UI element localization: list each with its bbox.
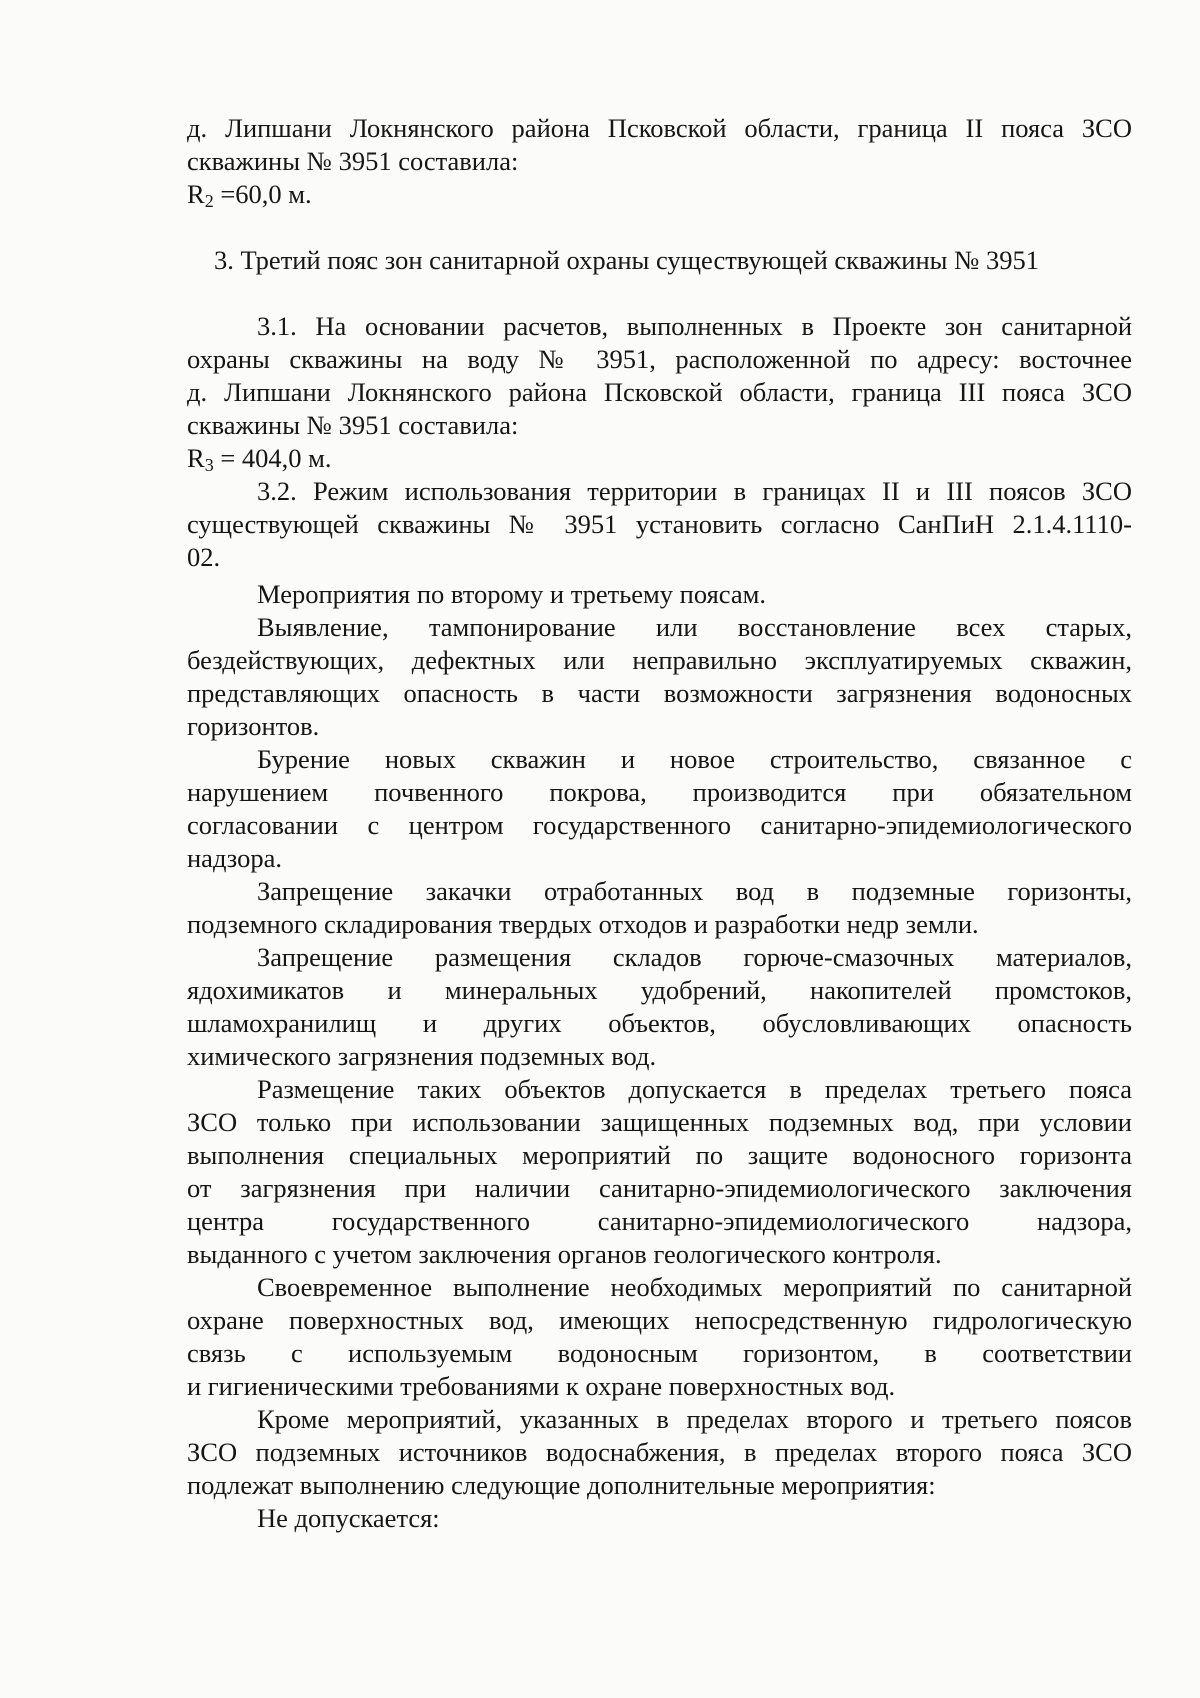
text-line: ЗСО только при использовании защищенных подземных вод, при условии	[187, 1107, 1132, 1137]
text-line: связь с используемым водоносным горизонтом, в соответствии	[187, 1338, 1132, 1368]
text-line: нарушением почвенного покрова, производится при обязательном	[187, 777, 1132, 807]
text-line: подлежат выполнению следующие дополнительные мероприятия:	[187, 1470, 936, 1500]
text-line: Своевременное выполнение необходимых мероприятий по санитарной	[257, 1272, 1132, 1302]
formula-value: = 404,0 м.	[213, 443, 332, 473]
formula-subscript: 3	[204, 455, 214, 475]
text-line: Бурение новых скважин и новое строительство, связанное с	[257, 744, 1132, 774]
text-line: выданного с учетом заключения органов геологического контроля.	[187, 1239, 942, 1269]
section-heading: 3. Третий пояс зон санитарной охраны существующей скважины № 3951	[214, 245, 1039, 275]
text-line: 02.	[187, 542, 221, 572]
text-line: Кроме мероприятий, указанных в пределах второго и третьего поясов	[257, 1404, 1132, 1434]
text-line: представляющих опасность в части возможности загрязнения водоносных	[187, 678, 1132, 708]
text-line: бездействующих, дефектных или неправильно эксплуатируемых скважин,	[187, 645, 1132, 675]
text-line: д. Липшани Локнянского района Псковской области, граница III пояса ЗСО	[187, 377, 1132, 407]
text-line: 3.2. Режим использования территории в границах II и III поясов ЗСО	[257, 476, 1132, 506]
text-line: охране поверхностных вод, имеющих непосредственную гидрологическую	[187, 1305, 1132, 1335]
text-line: шламохранилищ и других объектов, обусловливающих опасность	[187, 1008, 1132, 1038]
text-line: ядохимикатов и минеральных удобрений, накопителей промстоков,	[187, 975, 1132, 1005]
formula-symbol: R	[187, 443, 205, 473]
text-line: д. Липшани Локнянского района Псковской области, граница II пояса ЗСО	[187, 113, 1132, 143]
text-line: надзора.	[187, 843, 282, 873]
text-line: согласовании с центром государственного санитарно-эпидемиологического	[187, 810, 1132, 840]
text-line: скважины № 3951 составила:	[187, 146, 519, 176]
measures-title: Мероприятия по второму и третьему поясам.	[257, 579, 767, 609]
text-line: Размещение таких объектов допускается в пределах третьего пояса	[257, 1074, 1132, 1104]
text-line: от загрязнения при наличии санитарно-эпидемиологического заключения	[187, 1173, 1132, 1203]
document-text	[187, 112, 1132, 1535]
text-line: Запрещение закачки отработанных вод в подземные горизонты,	[257, 876, 1132, 906]
text-line: химического загрязнения подземных вод.	[187, 1041, 657, 1071]
formula-symbol: R	[187, 179, 205, 209]
formula-r3	[187, 442, 1132, 475]
text-line: выполнения специальных мероприятий по защите водоносного горизонта	[187, 1140, 1132, 1170]
text-line: 3.1. На основании расчетов, выполненных в Проекте зон санитарной	[257, 311, 1132, 341]
text-line: существующей скважины № 3951 установить согласно СанПиН 2.1.4.1110-	[187, 509, 1132, 539]
formula-subscript: 2	[204, 191, 214, 211]
text-line: Запрещение размещения складов горюче-смазочных материалов,	[257, 942, 1132, 972]
text-line: и гигиеническими требованиями к охране поверхностных вод.	[187, 1371, 896, 1401]
text-line: охраны скважины на воду № 3951, расположенной по адресу: восточнее	[187, 344, 1132, 374]
formula-value: =60,0 м.	[213, 179, 312, 209]
text-line: скважины № 3951 составила:	[187, 410, 519, 440]
text-line: подземного складирования твердых отходов и разработки недр земли.	[187, 909, 979, 939]
text-line: горизонтов.	[187, 711, 320, 741]
spacer	[187, 277, 1132, 310]
text-line: Выявление, тампонирование или восстановление всех старых,	[257, 612, 1132, 642]
formula-r2	[187, 178, 1132, 211]
not-allowed-heading: Не допускается:	[257, 1503, 440, 1533]
spacer	[187, 211, 1132, 244]
text-line: центра государственного санитарно-эпидемиологического надзора,	[187, 1206, 1132, 1236]
text-line: ЗСО подземных источников водоснабжения, в пределах второго пояса ЗСО	[187, 1437, 1132, 1467]
